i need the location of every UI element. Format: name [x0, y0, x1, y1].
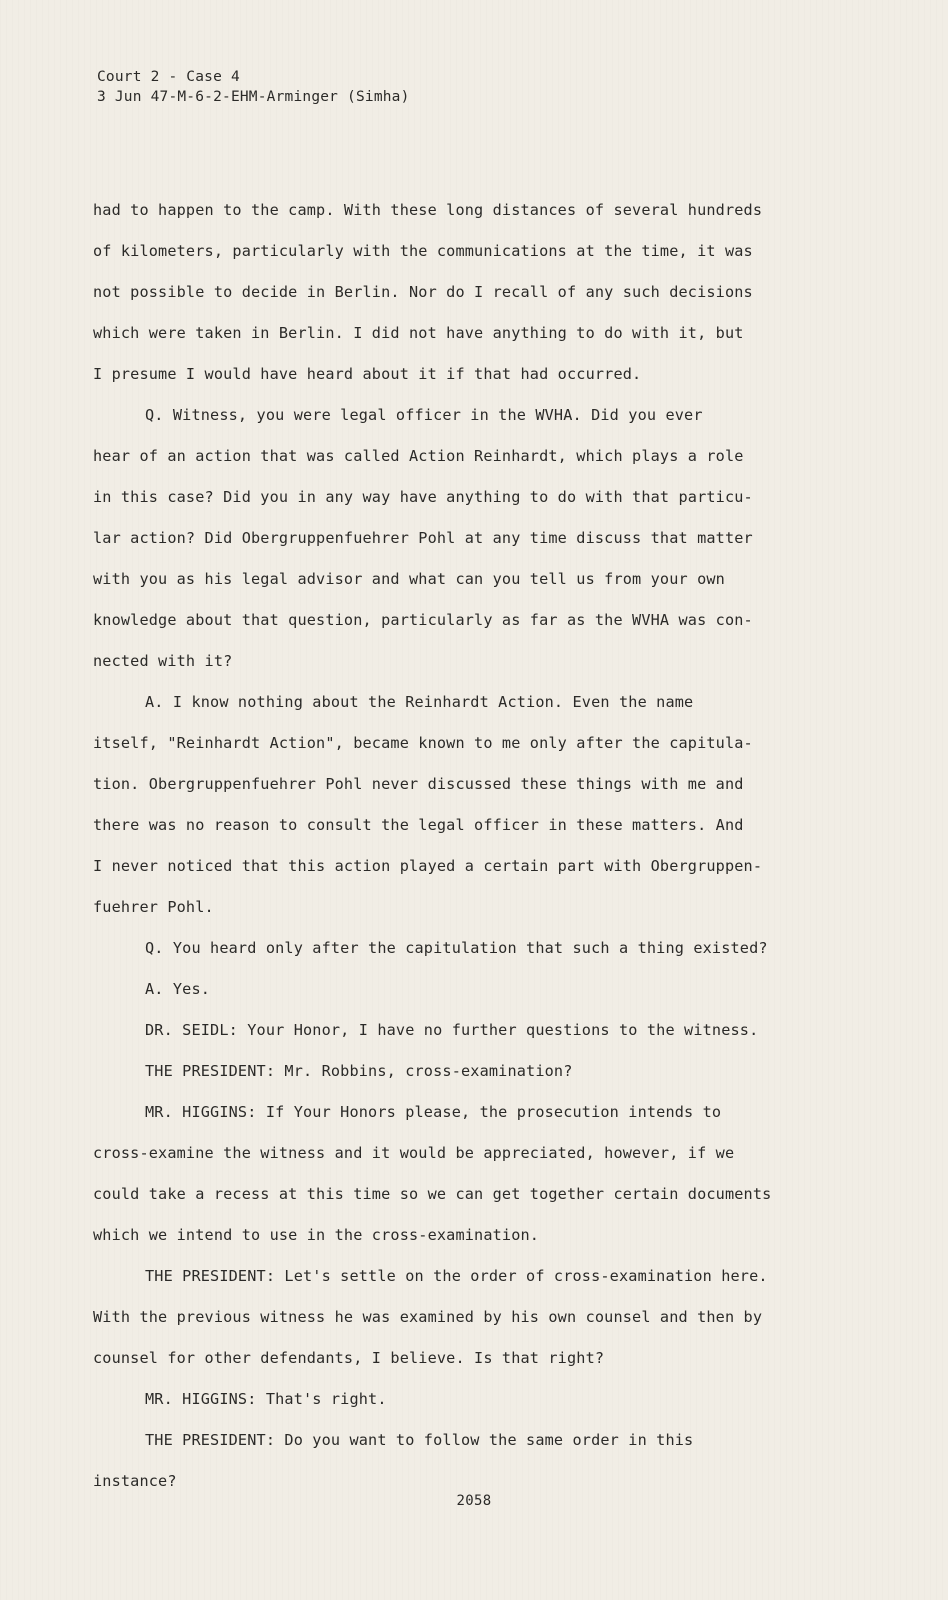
transcript-line: hear of an action that was called Action Reinhardt, which plays a role	[93, 447, 744, 465]
transcript-line: I never noticed that this action played a certain part with Obergruppen-	[93, 857, 763, 875]
transcript-line: had to happen to the camp. With these long distances of several hundreds	[93, 201, 763, 219]
transcript-line: MR. HIGGINS: That's right.	[145, 1390, 387, 1408]
transcript-line: there was no reason to consult the legal officer in these matters. And	[93, 816, 744, 834]
transcript-line: lar action? Did Obergruppenfuehrer Pohl at any time discuss that matter	[93, 529, 753, 547]
header-case-line: Court 2 - Case 4	[97, 69, 240, 85]
transcript-line: nected with it?	[93, 652, 233, 670]
transcript-line: MR. HIGGINS: If Your Honors please, the prosecution intends to	[145, 1103, 722, 1121]
transcript-line: in this case? Did you in any way have anything to do with that particu-	[93, 488, 753, 506]
transcript-line: could take a recess at this time so we can get together certain documents	[93, 1185, 772, 1203]
transcript-line: of kilometers, particularly with the communications at the time, it was	[93, 242, 753, 260]
transcript-line: A. I know nothing about the Reinhardt Action. Even the name	[145, 693, 694, 711]
transcript-line: THE PRESIDENT: Do you want to follow the same order in this	[145, 1431, 694, 1449]
transcript-line: Q. Witness, you were legal officer in the WVHA. Did you ever	[145, 406, 703, 424]
transcript-line: With the previous witness he was examined by his own counsel and then by	[93, 1308, 763, 1326]
transcript-line: Q. You heard only after the capitulation that such a thing existed?	[145, 939, 768, 957]
transcript-line: fuehrer Pohl.	[93, 898, 214, 916]
transcript-line: instance?	[93, 1472, 177, 1490]
transcript-line: THE PRESIDENT: Mr. Robbins, cross-examination?	[145, 1062, 573, 1080]
transcript-line: not possible to decide in Berlin. Nor do I recall of any such decisions	[93, 283, 753, 301]
transcript-line: which were taken in Berlin. I did not have anything to do with it, but	[93, 324, 744, 342]
transcript-body	[93, 190, 853, 1502]
transcript-line: THE PRESIDENT: Let's settle on the order of cross-examination here.	[145, 1267, 768, 1285]
transcript-line: DR. SEIDL: Your Honor, I have no further questions to the witness.	[145, 1021, 759, 1039]
transcript-line: itself, "Reinhardt Action", became known to me only after the capitula-	[93, 734, 753, 752]
page-number: 2058	[456, 1493, 492, 1509]
transcript-line: A. Yes.	[145, 980, 211, 998]
transcript-line: tion. Obergruppenfuehrer Pohl never discussed these things with me and	[93, 775, 744, 793]
transcript-line: which we intend to use in the cross-examination.	[93, 1226, 540, 1244]
transcript-line: counsel for other defendants, I believe. Is that right?	[93, 1349, 605, 1367]
transcript-line: with you as his legal advisor and what can you tell us from your own	[93, 570, 725, 588]
transcript-line: I presume I would have heard about it if that had occurred.	[93, 365, 642, 383]
transcript-line: knowledge about that question, particularly as far as the WVHA was con-	[93, 611, 753, 629]
document-header	[97, 67, 410, 107]
transcript-line: cross-examine the witness and it would be appreciated, however, if we	[93, 1144, 735, 1162]
header-date-line: 3 Jun 47-M-6-2-EHM-Arminger (Simha)	[97, 89, 410, 105]
